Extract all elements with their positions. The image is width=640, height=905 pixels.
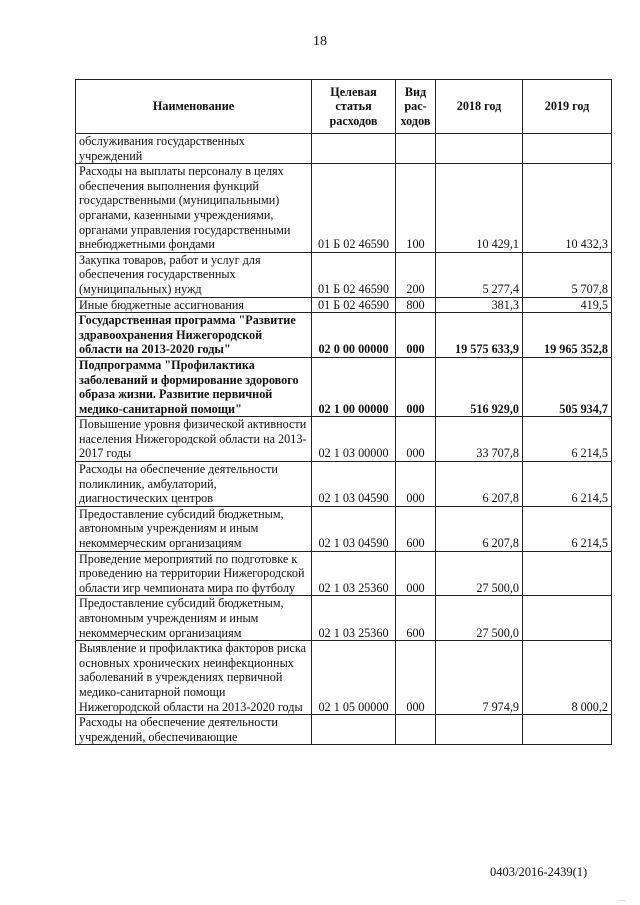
table-body — [76, 134, 612, 745]
row-amount-2018: 19 575 633,9 — [436, 313, 523, 358]
row-target-article — [312, 134, 396, 164]
header-expense-type: Вид рас-ходов — [396, 80, 436, 134]
row-amount-2019: 19 965 352,8 — [523, 313, 612, 358]
corner-mark: ..... — [618, 897, 626, 903]
row-amount-2018 — [436, 134, 523, 164]
row-amount-2019 — [523, 596, 612, 641]
row-amount-2019: 6 214,5 — [523, 462, 612, 507]
row-target-article: 02 1 03 25360 — [312, 596, 396, 641]
row-expense-type — [396, 134, 436, 164]
row-amount-2019: 8 000,2 — [523, 641, 612, 715]
row-amount-2018: 6 207,8 — [436, 506, 523, 551]
row-target-article: 02 1 03 04590 — [312, 506, 396, 551]
row-expense-type: 600 — [396, 506, 436, 551]
row-target-article — [312, 715, 396, 745]
row-name: Повышение уровня физической активности населения Нижегородской области на 2013-2017 годы — [76, 417, 312, 462]
row-target-article: 02 1 03 25360 — [312, 551, 396, 596]
row-amount-2019: 505 934,7 — [523, 357, 612, 416]
row-target-article: 02 1 03 00000 — [312, 417, 396, 462]
row-name: Расходы на обеспечение деятельности поликлиник, амбулаторий, диагностических центров — [76, 462, 312, 507]
row-amount-2018: 33 707,8 — [436, 417, 523, 462]
row-expense-type: 000 — [396, 357, 436, 416]
row-amount-2018: 10 429,1 — [436, 164, 523, 253]
header-target-article: Целевая статья расходов — [312, 80, 396, 134]
row-expense-type — [396, 715, 436, 745]
row-amount-2019: 6 214,5 — [523, 506, 612, 551]
row-target-article: 02 1 05 00000 — [312, 641, 396, 715]
row-expense-type: 100 — [396, 164, 436, 253]
row-expense-type: 000 — [396, 641, 436, 715]
row-name: Проведение мероприятий по подготовке к проведению на территории Нижегородской области игр чемпионата мира по футболу — [76, 551, 312, 596]
row-name: Подпрограмма "Профилактика заболеваний и формирование здорового образа жизни. Развитие первичной медико-санитарной помощи" — [76, 357, 312, 416]
row-amount-2019 — [523, 551, 612, 596]
row-amount-2018: 27 500,0 — [436, 596, 523, 641]
row-amount-2019 — [523, 134, 612, 164]
table-row — [76, 134, 612, 164]
row-name: Государственная программа "Развитие здравоохранения Нижегородской области на 2013-2020 годы" — [76, 313, 312, 358]
row-name: Закупка товаров, работ и услуг для обеспечения государственных (муниципальных) нужд — [76, 252, 312, 297]
row-expense-type: 000 — [396, 417, 436, 462]
row-amount-2019: 6 214,5 — [523, 417, 612, 462]
row-amount-2018: 5 277,4 — [436, 252, 523, 297]
row-name: обслуживания государственных учреждений — [76, 134, 312, 164]
table-row — [76, 551, 612, 596]
table-header-row — [76, 80, 612, 134]
row-amount-2019 — [523, 715, 612, 745]
row-expense-type: 000 — [396, 313, 436, 358]
table-row — [76, 462, 612, 507]
row-name: Выявление и профилактика факторов риска основных хронических неинфекционных заболеваний в учреждениях первичной медико-санитарной помощи Нижегородской области на 2013-2020 годы — [76, 641, 312, 715]
row-amount-2019: 10 432,3 — [523, 164, 612, 253]
table-row — [76, 596, 612, 641]
row-expense-type: 000 — [396, 551, 436, 596]
header-year-2018: 2018 год — [436, 80, 523, 134]
row-target-article: 01 Б 02 46590 — [312, 252, 396, 297]
table-row — [76, 164, 612, 253]
table-row — [76, 641, 612, 715]
row-amount-2018 — [436, 715, 523, 745]
row-target-article: 01 Б 02 46590 — [312, 297, 396, 313]
row-amount-2018: 6 207,8 — [436, 462, 523, 507]
row-amount-2019: 419,5 — [523, 297, 612, 313]
header-year-2019: 2019 год — [523, 80, 612, 134]
row-name: Предоставление субсидий бюджетным, автономным учреждениям и иным некоммерческим организациям — [76, 596, 312, 641]
row-amount-2019: 5 707,8 — [523, 252, 612, 297]
row-expense-type: 000 — [396, 462, 436, 507]
row-target-article: 02 1 03 04590 — [312, 462, 396, 507]
row-amount-2018: 516 929,0 — [436, 357, 523, 416]
document-code: 0403/2016-2439(1) — [490, 865, 588, 879]
row-target-article: 02 1 00 00000 — [312, 357, 396, 416]
table-row — [76, 313, 612, 358]
row-name: Расходы на обеспечение деятельности учреждений, обеспечивающие — [76, 715, 312, 745]
row-amount-2018: 27 500,0 — [436, 551, 523, 596]
table-row — [76, 417, 612, 462]
row-amount-2018: 7 974,9 — [436, 641, 523, 715]
table-row — [76, 252, 612, 297]
row-amount-2018: 381,3 — [436, 297, 523, 313]
page-number: 18 — [313, 34, 327, 49]
row-expense-type: 800 — [396, 297, 436, 313]
row-target-article: 01 Б 02 46590 — [312, 164, 396, 253]
row-name: Иные бюджетные ассигнования — [76, 297, 312, 313]
row-target-article: 02 0 00 00000 — [312, 313, 396, 358]
row-expense-type: 600 — [396, 596, 436, 641]
table-row — [76, 506, 612, 551]
row-expense-type: 200 — [396, 252, 436, 297]
table-row — [76, 715, 612, 745]
table-row — [76, 297, 612, 313]
row-name: Предоставление субсидий бюджетным, автономным учреждениям и иным некоммерческим организациям — [76, 506, 312, 551]
budget-table — [75, 79, 612, 745]
table-row — [76, 357, 612, 416]
row-name: Расходы на выплаты персоналу в целях обеспечения выполнения функций государственными (муниципальными) органами, казенными учреждениями, органами управления государственными внебюджетными фондами — [76, 164, 312, 253]
header-name: Наименование — [76, 80, 312, 134]
